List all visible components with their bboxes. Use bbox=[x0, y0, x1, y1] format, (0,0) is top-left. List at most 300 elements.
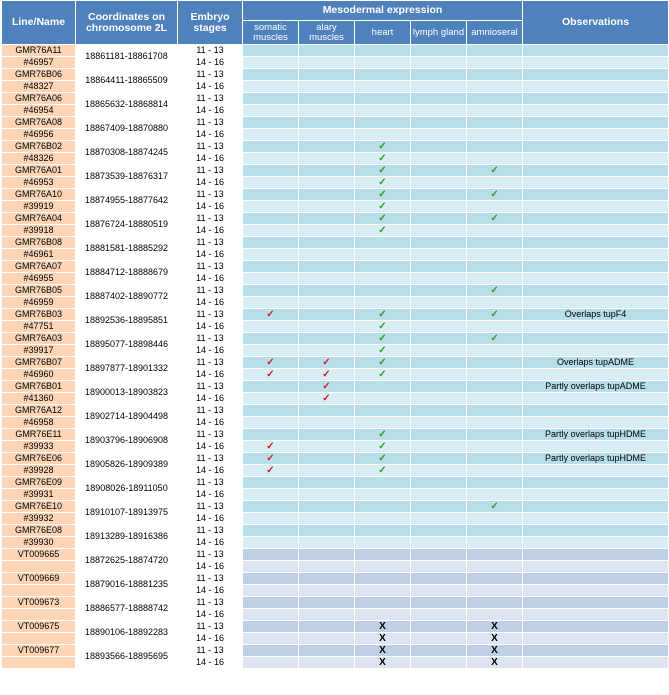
coordinates-cell: 18908026-18911050 bbox=[76, 477, 178, 501]
observation-cell bbox=[523, 117, 669, 129]
heart-cell bbox=[355, 573, 411, 585]
stage-cell: 11 - 13 bbox=[178, 117, 243, 129]
line-name: GMR76A01 bbox=[2, 165, 76, 177]
observation-cell bbox=[523, 369, 669, 381]
check-icon: ✓ bbox=[266, 357, 275, 368]
heart-cell bbox=[355, 129, 411, 141]
table-row bbox=[2, 93, 669, 105]
coordinates-cell: 18867409-18870880 bbox=[76, 117, 178, 141]
observation-cell bbox=[523, 93, 669, 105]
amnioserosa-cell bbox=[467, 477, 523, 489]
somatic-muscles-cell bbox=[243, 249, 299, 261]
heart-cell bbox=[355, 177, 411, 189]
amnioserosa-cell bbox=[467, 201, 523, 213]
amnioserosa-cell bbox=[467, 489, 523, 501]
check-icon: ✓ bbox=[378, 369, 387, 380]
amnioserosa-cell bbox=[467, 369, 523, 381]
stage-cell: 11 - 13 bbox=[178, 597, 243, 609]
check-icon: ✓ bbox=[322, 357, 331, 368]
amnioserosa-cell bbox=[467, 117, 523, 129]
heart-cell bbox=[355, 633, 411, 645]
amnioserosa-cell bbox=[467, 189, 523, 201]
coordinates-cell: 18890106-18892283 bbox=[76, 621, 178, 645]
alary-muscles-cell bbox=[299, 297, 355, 309]
cross-icon: X bbox=[491, 633, 498, 644]
observation-cell bbox=[523, 477, 669, 489]
amnioserosa-cell bbox=[467, 525, 523, 537]
somatic-muscles-cell bbox=[243, 573, 299, 585]
stage-cell: 11 - 13 bbox=[178, 213, 243, 225]
stage-cell: 11 - 13 bbox=[178, 333, 243, 345]
stock-number: #48327 bbox=[2, 81, 76, 93]
table-row bbox=[2, 477, 669, 489]
stage-cell: 14 - 16 bbox=[178, 561, 243, 573]
alary-muscles-cell bbox=[299, 525, 355, 537]
somatic-muscles-cell bbox=[243, 429, 299, 441]
observation-cell bbox=[523, 621, 669, 633]
check-icon: ✓ bbox=[490, 501, 499, 512]
line-name: GMR76E10 bbox=[2, 501, 76, 513]
heart-cell bbox=[355, 477, 411, 489]
alary-muscles-cell bbox=[299, 501, 355, 513]
table-row bbox=[2, 525, 669, 537]
lymph-gland-cell bbox=[411, 345, 467, 357]
coordinates-cell: 18865632-18868814 bbox=[76, 93, 178, 117]
coordinates-cell: 18870308-18874245 bbox=[76, 141, 178, 165]
heart-cell bbox=[355, 81, 411, 93]
coordinates-cell: 18874955-18877642 bbox=[76, 189, 178, 213]
stock-number: #46960 bbox=[2, 369, 76, 381]
header-line-name: Line/Name bbox=[2, 1, 76, 45]
somatic-muscles-cell bbox=[243, 297, 299, 309]
observation-cell bbox=[523, 537, 669, 549]
lymph-gland-cell bbox=[411, 201, 467, 213]
somatic-muscles-cell bbox=[243, 489, 299, 501]
stage-cell: 14 - 16 bbox=[178, 297, 243, 309]
check-icon: ✓ bbox=[490, 309, 499, 320]
heart-cell bbox=[355, 213, 411, 225]
heart-cell bbox=[355, 393, 411, 405]
lymph-gland-cell bbox=[411, 417, 467, 429]
lymph-gland-cell bbox=[411, 165, 467, 177]
observation-cell bbox=[523, 189, 669, 201]
lymph-gland-cell bbox=[411, 393, 467, 405]
somatic-muscles-cell bbox=[243, 141, 299, 153]
somatic-muscles-cell bbox=[243, 501, 299, 513]
lymph-gland-cell bbox=[411, 597, 467, 609]
heart-cell bbox=[355, 105, 411, 117]
amnioserosa-cell bbox=[467, 309, 523, 321]
check-icon: ✓ bbox=[378, 333, 387, 344]
somatic-muscles-cell bbox=[243, 549, 299, 561]
stock-number bbox=[2, 585, 76, 597]
check-icon: ✓ bbox=[378, 429, 387, 440]
somatic-muscles-cell bbox=[243, 201, 299, 213]
amnioserosa-cell bbox=[467, 165, 523, 177]
amnioserosa-cell bbox=[467, 57, 523, 69]
alary-muscles-cell bbox=[299, 93, 355, 105]
somatic-muscles-cell bbox=[243, 237, 299, 249]
table-row bbox=[2, 429, 669, 441]
lymph-gland-cell bbox=[411, 621, 467, 633]
lymph-gland-cell bbox=[411, 285, 467, 297]
stock-number: #46955 bbox=[2, 273, 76, 285]
observation-cell bbox=[523, 345, 669, 357]
line-name: GMR76E11 bbox=[2, 429, 76, 441]
alary-muscles-cell bbox=[299, 537, 355, 549]
cross-icon: X bbox=[379, 621, 386, 632]
observation-cell bbox=[523, 81, 669, 93]
stage-cell: 11 - 13 bbox=[178, 237, 243, 249]
lymph-gland-cell bbox=[411, 273, 467, 285]
check-icon: ✓ bbox=[378, 165, 387, 176]
check-icon: ✓ bbox=[490, 165, 499, 176]
line-name: VT009677 bbox=[2, 645, 76, 657]
observation-cell bbox=[523, 609, 669, 621]
line-name: VT009669 bbox=[2, 573, 76, 585]
check-icon: ✓ bbox=[378, 177, 387, 188]
table-row bbox=[2, 189, 669, 201]
alary-muscles-cell bbox=[299, 141, 355, 153]
amnioserosa-cell bbox=[467, 633, 523, 645]
cross-icon: X bbox=[379, 645, 386, 656]
stage-cell: 11 - 13 bbox=[178, 141, 243, 153]
observation-cell bbox=[523, 105, 669, 117]
line-name: GMR76A10 bbox=[2, 189, 76, 201]
alary-muscles-cell bbox=[299, 453, 355, 465]
lymph-gland-cell bbox=[411, 525, 467, 537]
amnioserosa-cell bbox=[467, 273, 523, 285]
lymph-gland-cell bbox=[411, 309, 467, 321]
observation-cell bbox=[523, 165, 669, 177]
observation-cell bbox=[523, 417, 669, 429]
alary-muscles-cell bbox=[299, 405, 355, 417]
amnioserosa-cell bbox=[467, 405, 523, 417]
check-icon: ✓ bbox=[266, 453, 275, 464]
check-icon: ✓ bbox=[378, 189, 387, 200]
lymph-gland-cell bbox=[411, 549, 467, 561]
lymph-gland-cell bbox=[411, 153, 467, 165]
heart-cell bbox=[355, 237, 411, 249]
coordinates-cell: 18861181-18861708 bbox=[76, 45, 178, 69]
lymph-gland-cell bbox=[411, 561, 467, 573]
stock-number: #46958 bbox=[2, 417, 76, 429]
stage-cell: 11 - 13 bbox=[178, 45, 243, 57]
coordinates-cell: 18886577-18888742 bbox=[76, 597, 178, 621]
line-name: GMR76A12 bbox=[2, 405, 76, 417]
alary-muscles-cell bbox=[299, 585, 355, 597]
stage-cell: 14 - 16 bbox=[178, 321, 243, 333]
table-row bbox=[2, 213, 669, 225]
heart-cell bbox=[355, 333, 411, 345]
table-row bbox=[2, 237, 669, 249]
somatic-muscles-cell bbox=[243, 645, 299, 657]
amnioserosa-cell bbox=[467, 417, 523, 429]
somatic-muscles-cell bbox=[243, 393, 299, 405]
stage-cell: 11 - 13 bbox=[178, 93, 243, 105]
lymph-gland-cell bbox=[411, 609, 467, 621]
check-icon: ✓ bbox=[378, 153, 387, 164]
line-name: GMR76A03 bbox=[2, 333, 76, 345]
stock-number bbox=[2, 657, 76, 669]
stock-number bbox=[2, 609, 76, 621]
alary-muscles-cell bbox=[299, 165, 355, 177]
amnioserosa-cell bbox=[467, 249, 523, 261]
header-amnioserosa: amnioseral bbox=[467, 21, 523, 45]
amnioserosa-cell bbox=[467, 465, 523, 477]
lymph-gland-cell bbox=[411, 465, 467, 477]
alary-muscles-cell bbox=[299, 369, 355, 381]
check-icon: ✓ bbox=[378, 225, 387, 236]
header-observations: Observations bbox=[523, 1, 669, 45]
amnioserosa-cell bbox=[467, 285, 523, 297]
heart-cell bbox=[355, 441, 411, 453]
somatic-muscles-cell bbox=[243, 57, 299, 69]
heart-cell bbox=[355, 609, 411, 621]
heart-cell bbox=[355, 153, 411, 165]
stage-cell: 11 - 13 bbox=[178, 189, 243, 201]
amnioserosa-cell bbox=[467, 501, 523, 513]
table-row bbox=[2, 381, 669, 393]
check-icon: ✓ bbox=[490, 213, 499, 224]
amnioserosa-cell bbox=[467, 657, 523, 669]
heart-cell bbox=[355, 465, 411, 477]
observation-cell bbox=[523, 465, 669, 477]
somatic-muscles-cell bbox=[243, 537, 299, 549]
alary-muscles-cell bbox=[299, 153, 355, 165]
heart-cell bbox=[355, 417, 411, 429]
coordinates-cell: 18903796-18906908 bbox=[76, 429, 178, 453]
stock-number: #39918 bbox=[2, 225, 76, 237]
heart-cell bbox=[355, 501, 411, 513]
amnioserosa-cell bbox=[467, 213, 523, 225]
lymph-gland-cell bbox=[411, 189, 467, 201]
stage-cell: 14 - 16 bbox=[178, 81, 243, 93]
amnioserosa-cell bbox=[467, 357, 523, 369]
coordinates-cell: 18910107-18913975 bbox=[76, 501, 178, 525]
check-icon: ✓ bbox=[266, 441, 275, 452]
amnioserosa-cell bbox=[467, 561, 523, 573]
somatic-muscles-cell bbox=[243, 369, 299, 381]
stage-cell: 14 - 16 bbox=[178, 633, 243, 645]
somatic-muscles-cell bbox=[243, 513, 299, 525]
stock-number: #46957 bbox=[2, 57, 76, 69]
amnioserosa-cell bbox=[467, 597, 523, 609]
alary-muscles-cell bbox=[299, 381, 355, 393]
somatic-muscles-cell bbox=[243, 561, 299, 573]
observation-cell bbox=[523, 585, 669, 597]
stage-cell: 14 - 16 bbox=[178, 393, 243, 405]
observation-cell: Partly overlaps tupHDME bbox=[523, 429, 669, 441]
heart-cell bbox=[355, 261, 411, 273]
observation-cell bbox=[523, 513, 669, 525]
stage-cell: 14 - 16 bbox=[178, 585, 243, 597]
line-name: GMR76B06 bbox=[2, 69, 76, 81]
somatic-muscles-cell bbox=[243, 525, 299, 537]
somatic-muscles-cell bbox=[243, 333, 299, 345]
stage-cell: 11 - 13 bbox=[178, 549, 243, 561]
amnioserosa-cell bbox=[467, 441, 523, 453]
table-row bbox=[2, 357, 669, 369]
observation-cell bbox=[523, 525, 669, 537]
amnioserosa-cell bbox=[467, 153, 523, 165]
check-icon: ✓ bbox=[266, 369, 275, 380]
observation-cell bbox=[523, 261, 669, 273]
line-name: GMR76A06 bbox=[2, 93, 76, 105]
lymph-gland-cell bbox=[411, 81, 467, 93]
alary-muscles-cell bbox=[299, 201, 355, 213]
alary-muscles-cell bbox=[299, 513, 355, 525]
alary-muscles-cell bbox=[299, 285, 355, 297]
alary-muscles-cell bbox=[299, 81, 355, 93]
line-name: GMR76E06 bbox=[2, 453, 76, 465]
somatic-muscles-cell bbox=[243, 81, 299, 93]
alary-muscles-cell bbox=[299, 489, 355, 501]
observation-cell: Overlaps tupF4 bbox=[523, 309, 669, 321]
amnioserosa-cell bbox=[467, 105, 523, 117]
stage-cell: 14 - 16 bbox=[178, 537, 243, 549]
table-row bbox=[2, 309, 669, 321]
observation-cell bbox=[523, 141, 669, 153]
expression-table bbox=[1, 0, 669, 669]
stage-cell: 14 - 16 bbox=[178, 177, 243, 189]
somatic-muscles-cell bbox=[243, 453, 299, 465]
stage-cell: 11 - 13 bbox=[178, 645, 243, 657]
observation-cell bbox=[523, 297, 669, 309]
somatic-muscles-cell bbox=[243, 597, 299, 609]
stage-cell: 14 - 16 bbox=[178, 345, 243, 357]
amnioserosa-cell bbox=[467, 381, 523, 393]
table-row bbox=[2, 69, 669, 81]
check-icon: ✓ bbox=[322, 369, 331, 380]
observation-cell bbox=[523, 177, 669, 189]
observation-cell bbox=[523, 393, 669, 405]
check-icon: ✓ bbox=[322, 393, 331, 404]
stage-cell: 11 - 13 bbox=[178, 405, 243, 417]
lymph-gland-cell bbox=[411, 477, 467, 489]
coordinates-cell: 18887402-18890772 bbox=[76, 285, 178, 309]
somatic-muscles-cell bbox=[243, 477, 299, 489]
alary-muscles-cell bbox=[299, 633, 355, 645]
table-row bbox=[2, 165, 669, 177]
coordinates-cell: 18884712-18888679 bbox=[76, 261, 178, 285]
alary-muscles-cell bbox=[299, 225, 355, 237]
lymph-gland-cell bbox=[411, 237, 467, 249]
table-row bbox=[2, 117, 669, 129]
amnioserosa-cell bbox=[467, 141, 523, 153]
stock-number bbox=[2, 633, 76, 645]
alary-muscles-cell bbox=[299, 249, 355, 261]
amnioserosa-cell bbox=[467, 573, 523, 585]
line-name: GMR76B03 bbox=[2, 309, 76, 321]
somatic-muscles-cell bbox=[243, 609, 299, 621]
alary-muscles-cell bbox=[299, 333, 355, 345]
stage-cell: 11 - 13 bbox=[178, 357, 243, 369]
alary-muscles-cell bbox=[299, 117, 355, 129]
observation-cell bbox=[523, 645, 669, 657]
alary-muscles-cell bbox=[299, 573, 355, 585]
coordinates-cell: 18905826-18909389 bbox=[76, 453, 178, 477]
stock-number: #46956 bbox=[2, 129, 76, 141]
table-row bbox=[2, 405, 669, 417]
alary-muscles-cell bbox=[299, 609, 355, 621]
amnioserosa-cell bbox=[467, 81, 523, 93]
heart-cell bbox=[355, 357, 411, 369]
somatic-muscles-cell bbox=[243, 381, 299, 393]
somatic-muscles-cell bbox=[243, 441, 299, 453]
lymph-gland-cell bbox=[411, 429, 467, 441]
observation-cell bbox=[523, 69, 669, 81]
observation-cell bbox=[523, 57, 669, 69]
line-name: GMR76A04 bbox=[2, 213, 76, 225]
table-row bbox=[2, 45, 669, 57]
observation-cell bbox=[523, 633, 669, 645]
alary-muscles-cell bbox=[299, 597, 355, 609]
lymph-gland-cell bbox=[411, 117, 467, 129]
amnioserosa-cell bbox=[467, 537, 523, 549]
alary-muscles-cell bbox=[299, 429, 355, 441]
heart-cell bbox=[355, 309, 411, 321]
heart-cell bbox=[355, 369, 411, 381]
alary-muscles-cell bbox=[299, 213, 355, 225]
observation-cell bbox=[523, 501, 669, 513]
header-coordinates: Coordinates on chromosome 2L bbox=[76, 1, 178, 45]
somatic-muscles-cell bbox=[243, 417, 299, 429]
table-row bbox=[2, 645, 669, 657]
observation-cell bbox=[523, 213, 669, 225]
heart-cell bbox=[355, 93, 411, 105]
stage-cell: 11 - 13 bbox=[178, 477, 243, 489]
line-name: GMR76B05 bbox=[2, 285, 76, 297]
somatic-muscles-cell bbox=[243, 225, 299, 237]
coordinates-cell: 18913289-18916386 bbox=[76, 525, 178, 549]
amnioserosa-cell bbox=[467, 513, 523, 525]
heart-cell bbox=[355, 621, 411, 633]
check-icon: ✓ bbox=[378, 465, 387, 476]
stock-number: #46959 bbox=[2, 297, 76, 309]
coordinates-cell: 18873539-18876317 bbox=[76, 165, 178, 189]
amnioserosa-cell bbox=[467, 621, 523, 633]
stock-number: #39917 bbox=[2, 345, 76, 357]
observation-cell bbox=[523, 333, 669, 345]
table-row bbox=[2, 621, 669, 633]
lymph-gland-cell bbox=[411, 57, 467, 69]
stage-cell: 14 - 16 bbox=[178, 513, 243, 525]
coordinates-cell: 18872625-18874720 bbox=[76, 549, 178, 573]
heart-cell bbox=[355, 249, 411, 261]
lymph-gland-cell bbox=[411, 369, 467, 381]
coordinates-cell: 18895077-18898446 bbox=[76, 333, 178, 357]
cross-icon: X bbox=[379, 633, 386, 644]
heart-cell bbox=[355, 537, 411, 549]
somatic-muscles-cell bbox=[243, 117, 299, 129]
cross-icon: X bbox=[379, 657, 386, 668]
lymph-gland-cell bbox=[411, 93, 467, 105]
coordinates-cell: 18892536-18895851 bbox=[76, 309, 178, 333]
somatic-muscles-cell bbox=[243, 633, 299, 645]
stock-number: #39928 bbox=[2, 465, 76, 477]
stage-cell: 14 - 16 bbox=[178, 441, 243, 453]
heart-cell bbox=[355, 453, 411, 465]
lymph-gland-cell bbox=[411, 177, 467, 189]
cross-icon: X bbox=[491, 645, 498, 656]
lymph-gland-cell bbox=[411, 657, 467, 669]
lymph-gland-cell bbox=[411, 453, 467, 465]
lymph-gland-cell bbox=[411, 501, 467, 513]
stage-cell: 11 - 13 bbox=[178, 309, 243, 321]
table-row bbox=[2, 501, 669, 513]
amnioserosa-cell bbox=[467, 393, 523, 405]
